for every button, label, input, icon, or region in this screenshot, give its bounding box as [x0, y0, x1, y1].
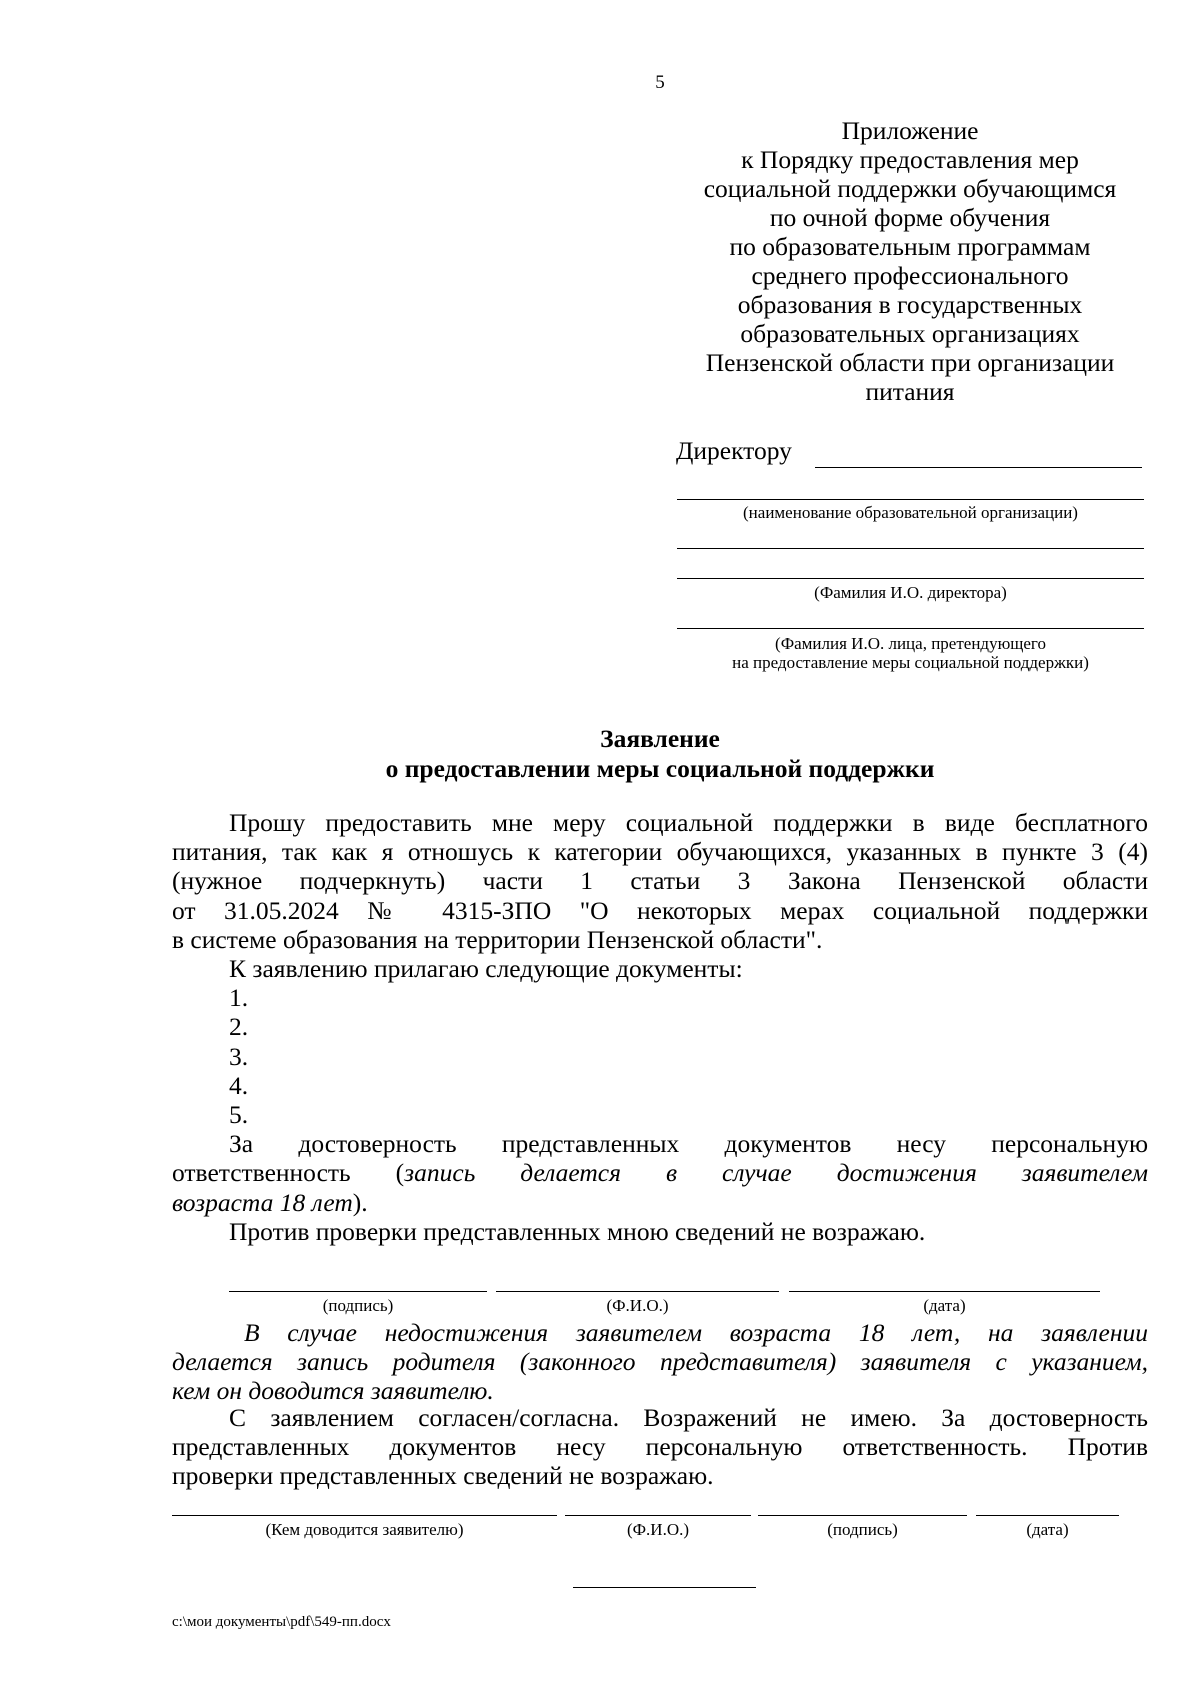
- appendix-header: [660, 116, 1160, 406]
- adult-note-italic: запись делается в случае достижения заявителем: [404, 1158, 1148, 1188]
- fio-line: [565, 1515, 751, 1516]
- attachments-intro: К заявлению прилагаю следующие документы:: [229, 954, 743, 984]
- end-divider: [573, 1587, 756, 1588]
- responsibility-text: ).: [352, 1187, 368, 1217]
- date-line: [789, 1291, 1100, 1292]
- org-name-line: [677, 499, 1144, 500]
- director-fio-caption: (Фамилия И.О. директора): [814, 583, 1007, 602]
- adult-note-italic: возраста 18 лет: [172, 1187, 353, 1217]
- request-line: (нужное подчеркнуть) части 1 статьи 3 Закона Пензенской области: [172, 866, 1148, 896]
- appendix-line: социальной поддержки обучающимся: [703, 174, 1117, 203]
- attachment-item: 1.: [229, 983, 249, 1013]
- date-caption: (дата): [1026, 1520, 1069, 1539]
- request-line: от 31.05.2024 № 4315-ЗПО "О некоторых мерах социальной поддержки: [172, 895, 1148, 925]
- signature-caption: (подпись): [827, 1520, 898, 1539]
- attachment-item: 2.: [229, 1012, 249, 1042]
- attachment-item: 5.: [229, 1100, 249, 1130]
- fio-caption: (Ф.И.О.): [626, 1520, 690, 1539]
- page-number: 5: [655, 72, 665, 93]
- responsibility-line: [172, 1188, 1148, 1217]
- minor-note-line: кем он доводится заявителю.: [172, 1376, 494, 1406]
- appendix-line: к Порядку предоставления мер: [741, 145, 1079, 174]
- minor-note-line: делается запись родителя (законного представителя) заявителя с указанием,: [172, 1347, 1148, 1377]
- consent-line: проверки представленных сведений не возражаю.: [172, 1461, 714, 1491]
- appendix-line: Пензенской области при организации: [705, 348, 1115, 377]
- applicant-line: [677, 628, 1144, 629]
- applicant-caption-2: на предоставление меры социальной поддержки): [732, 653, 1089, 672]
- signature-caption: (подпись): [322, 1296, 394, 1315]
- relation-line: [172, 1515, 557, 1516]
- responsibility-line: За достоверность представленных документов несу персональную: [229, 1129, 1148, 1159]
- attachment-item: 4.: [229, 1070, 249, 1100]
- no-objection-text: Против проверки представленных мною сведений не возражаю.: [229, 1216, 926, 1246]
- appendix-line: среднего профессионального: [751, 261, 1069, 290]
- director-label: Директору: [676, 436, 792, 465]
- footer-file-path: c:\мои документы\pdf\549-пп.docx: [172, 1614, 391, 1630]
- director-name-line: [815, 467, 1142, 468]
- appendix-line: образования в государственных: [737, 290, 1083, 319]
- document-title: [0, 724, 1200, 784]
- responsibility-line: [172, 1158, 1148, 1187]
- relation-caption: (Кем доводится заявителю): [265, 1520, 464, 1539]
- date-caption: (дата): [923, 1296, 966, 1315]
- responsibility-text: ответственность (: [172, 1158, 405, 1188]
- appendix-line: по очной форме обучения: [769, 203, 1051, 232]
- title-line-1: Заявление: [600, 724, 720, 753]
- applicant-caption-1: (Фамилия И.О. лица, претендующего: [775, 634, 1046, 653]
- title-line-2: о предоставлении меры социальной поддержки: [385, 754, 935, 783]
- request-line: в системе образования на территории Пензенской области".: [172, 924, 823, 954]
- appendix-line: образовательных организациях: [740, 319, 1080, 348]
- signature-line: [229, 1291, 487, 1292]
- request-line: Прошу предоставить мне меру социальной поддержки в виде бесплатного: [229, 808, 1148, 837]
- request-line: питания, так как я отношусь к категории обучающихся, указанных в пункте 3 (4): [172, 837, 1148, 867]
- application-body: [172, 808, 1148, 1246]
- consent-line: С заявлением согласен/согласна. Возражений не имею. За достоверность: [229, 1403, 1148, 1432]
- consent-block: [172, 1403, 1148, 1491]
- director-fio-line-2: [677, 578, 1144, 579]
- org-caption: (наименование образовательной организации): [743, 503, 1078, 522]
- appendix-line: по образовательным программам: [729, 232, 1091, 261]
- consent-line: представленных документов несу персональную ответственность. Против: [172, 1432, 1148, 1462]
- date-line: [976, 1515, 1119, 1516]
- fio-caption: (Ф.И.О.): [606, 1296, 669, 1315]
- appendix-line: питания: [865, 377, 955, 406]
- appendix-line: Приложение: [841, 116, 979, 145]
- attachment-item: 3.: [229, 1041, 249, 1071]
- minor-note: [172, 1318, 1148, 1406]
- fio-line: [496, 1291, 779, 1292]
- signature-line: [758, 1515, 967, 1516]
- minor-note-line: В случае недостижения заявителем возраста 18 лет, на заявлении: [244, 1318, 1148, 1347]
- director-fio-line-1: [677, 548, 1144, 549]
